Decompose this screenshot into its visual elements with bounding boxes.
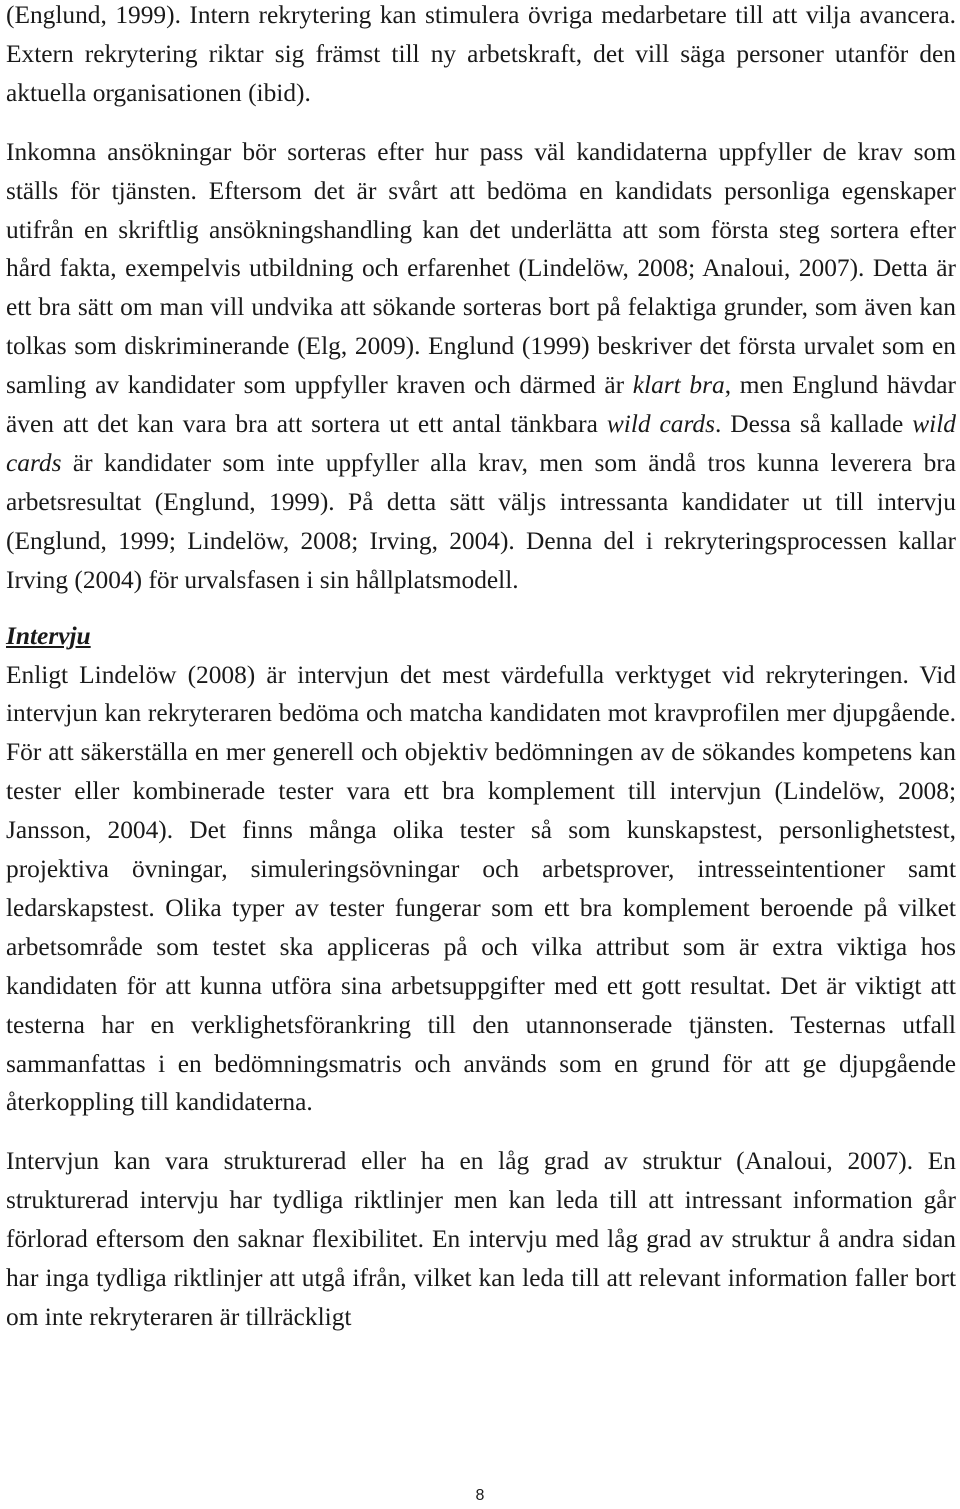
document-page [6,0,956,1337]
section-heading-intervju: Intervju [6,621,91,650]
paragraph-screening: Inkomna ansökningar bör sorteras efter hur pass väl kandidaterna uppfyller de krav som ställs för tjänsten. Eftersom det är svårt att bedöma en kandidats personliga egenskaper utifrån en skriftlig ansökningshandling kan det underlätta att som första steg sortera efter hård fakta, exempelvis utbildning och erfarenhet (Lindelöw, 2008; Analoui, 2007). Detta är ett bra sätt om man vill undvika att sökande sorteras bort på felaktiga grunder, som även kan tolkas som diskriminerande (Elg, 2009). Englund (1999) beskriver det första urvalet som en samling av kandidater som uppfyller kraven och därmed är klart bra, men Englund hävdar även att det kan vara bra att sortera ut ett antal tänkbara wild cards. Dessa så kallade wild cards är kandidater som inte uppfyller alla krav, men som ändå tros kunna leverera bra arbetsresultat (Englund, 1999). På detta sätt väljs intressanta kandidater ut till intervju (Englund, 1999; Lindelöw, 2008; Irving, 2004). Denna del i rekryteringsprocessen kallar Irving (2004) för urvalsfasen i sin hållplatsmodell. [6,137,956,594]
paragraph-interview-tests: Enligt Lindelöw (2008) är intervjun det mest värdefulla verktyget vid rekryteringen. Vid intervjun kan rekryteraren bedöma och matcha kandidaten mot kravprofilen mer djupgående. För att säkerställa en mer generell och objektiv bedömningen av de sökandes kompetens kan tester eller kombinerade tester vara ett bra komplement till intervjun (Lindelöw, 2008; Jansson, 2004). Det finns många olika tester så som kunskapstest, personlighetstest, projektiva övningar, simuleringsövningar och arbetsprover, intresseintentioner samt ledarskapstest. Olika typer av tester fungerar som ett bra komplement beroende på vilket arbetsområde som testet ska appliceras på och vilka attribut som är extra viktiga hos kandidaten för att kunna utföra sina arbetsuppgifter med ett gott resultat. Det är viktigt att testerna har en verklighetsförankring till den utannonserade tjänsten. Testernas utfall sammanfattas i en bedömningsmatris och används som en grund för att ge djupgående återkoppling till kandidaterna. [6,660,956,1117]
italic-term: klart bra [632,371,725,400]
paragraph-interview-structure: Intervjun kan vara strukturerad eller ha en låg grad av struktur (Analoui, 2007). En strukturerad intervju har tydliga riktlinjer men kan leda till att intressant information går förlorad eftersom den saknar flexibilitet. En intervju med låg grad av struktur å andra sidan har inga tydliga riktlinjer att utgå ifrån, vilket kan leda till att relevant information faller bort om inte rekryteraren är tillräckligt [6,1147,956,1331]
paragraph-recruitment-types: (Englund, 1999). Intern rekrytering kan stimulera övriga medarbetare till att vilja avancera. Extern rekrytering riktar sig främst till ny arbetskraft, det vill säga personer utanför den aktuella organisationen (ibid). [6,1,956,107]
italic-term: wild cards [606,410,715,439]
italic-term: wild cards [6,410,956,477]
page-number: 8 [475,1487,485,1504]
